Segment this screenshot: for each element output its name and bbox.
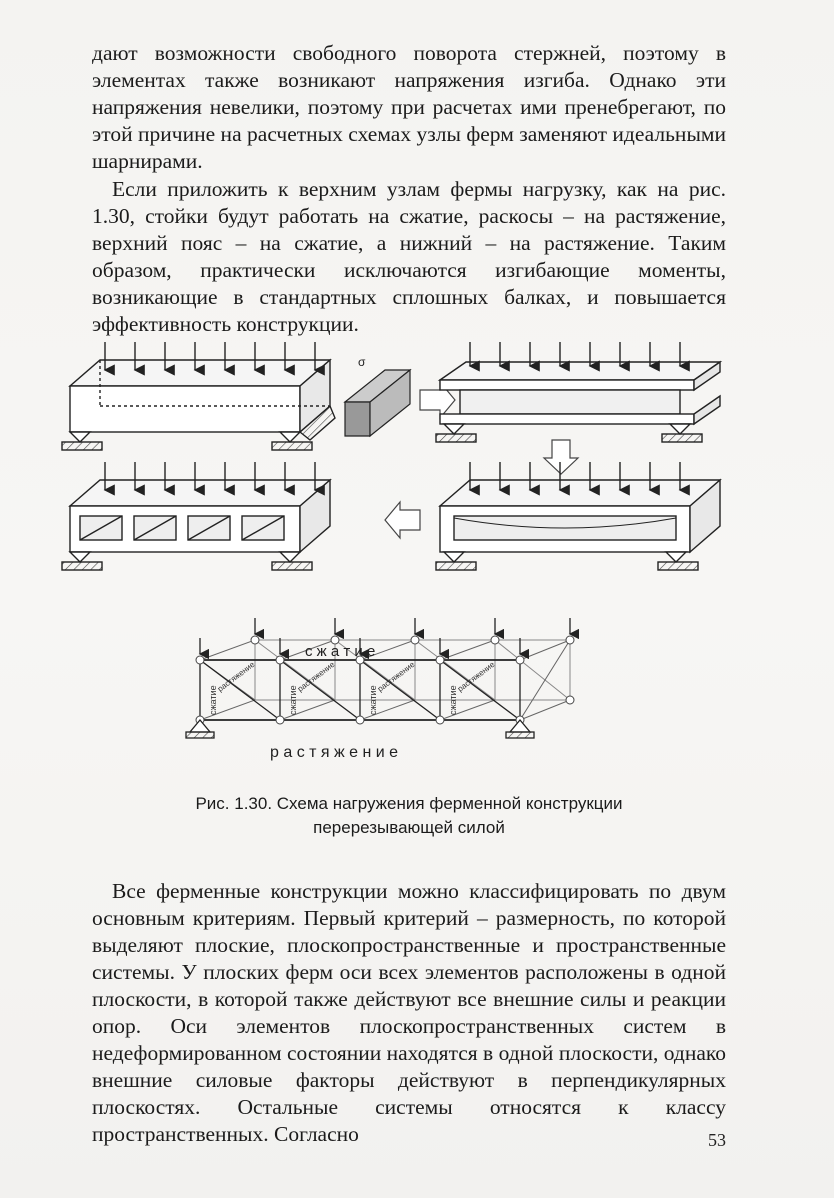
tension-label: р а с т я ж е н и е [270,744,399,761]
truss-diagram [40,340,740,780]
solid-beam-panel [62,342,335,450]
figure-caption [92,792,726,840]
hollow-beam-panel [436,462,720,570]
member-label: сжатие [368,685,378,715]
diagonal-label: растяжение [295,659,337,694]
diagonal-label: растяжение [375,659,417,694]
arrow-down-icon [544,440,578,474]
caption-line-2: перерезывающей силой [313,818,505,837]
truss-panel [186,618,574,738]
page-number: 53 [708,1130,726,1150]
arrow-left-icon [385,502,420,538]
diagonal-label: растяжение [455,659,497,694]
diagonal-label: растяжение [215,659,257,694]
member-label: сжатие [288,685,298,715]
sigma-label: σ [358,355,366,369]
member-label: сжатие [208,685,218,715]
stress-block [345,355,410,436]
compression-label: с ж а т и е [305,643,376,660]
paragraph-2: Если приложить к верхним узлам фермы нагрузку, как на рис. 1.30, стойки будут работать на сжатие, раскосы – на растяжение, верхний пояс – на сжатие, а нижний – на растяжение. Таким образом, практически исключаются изгибающие моменты, возникающие в стандартных сплошных балках, и повышается эффективность конструкции. [92,177,726,336]
paragraph-3: Все ферменные конструкции можно классифицировать по двум основным критериям. Первый критерий – размерность, по которой выделяют плоские, плоскопространственные и пространственные системы. У плоских ферм оси всех элементов расположены в одной плоскости, в которой также действуют все внешние силы и реакции опор. Оси элементов плоскопространственных систем в недеформированном состоянии находятся в одной плоскости, однако внешние силовые факторы действуют в перпендикулярных плоскостях. Остальные системы относятся к классу пространственных. Согласно [92,879,726,1146]
paragraph-1: дают возможности свободного поворота стержней, поэтому в элементах также возникают напряжения изгиба. Однако эти напряжения невелики, поэтому при расчетах ими пренебрегают, по этой причине на расчетных схемах узлы ферм заменяют идеальными шарнирами. [92,41,726,173]
open-web-beam-panel [62,462,330,570]
caption-line-1: Рис. 1.30. Схема нагружения ферменной конструкции [195,794,623,813]
figure-1-30 [40,340,740,780]
member-label: сжатие [448,685,458,715]
i-beam-panel [436,342,720,442]
